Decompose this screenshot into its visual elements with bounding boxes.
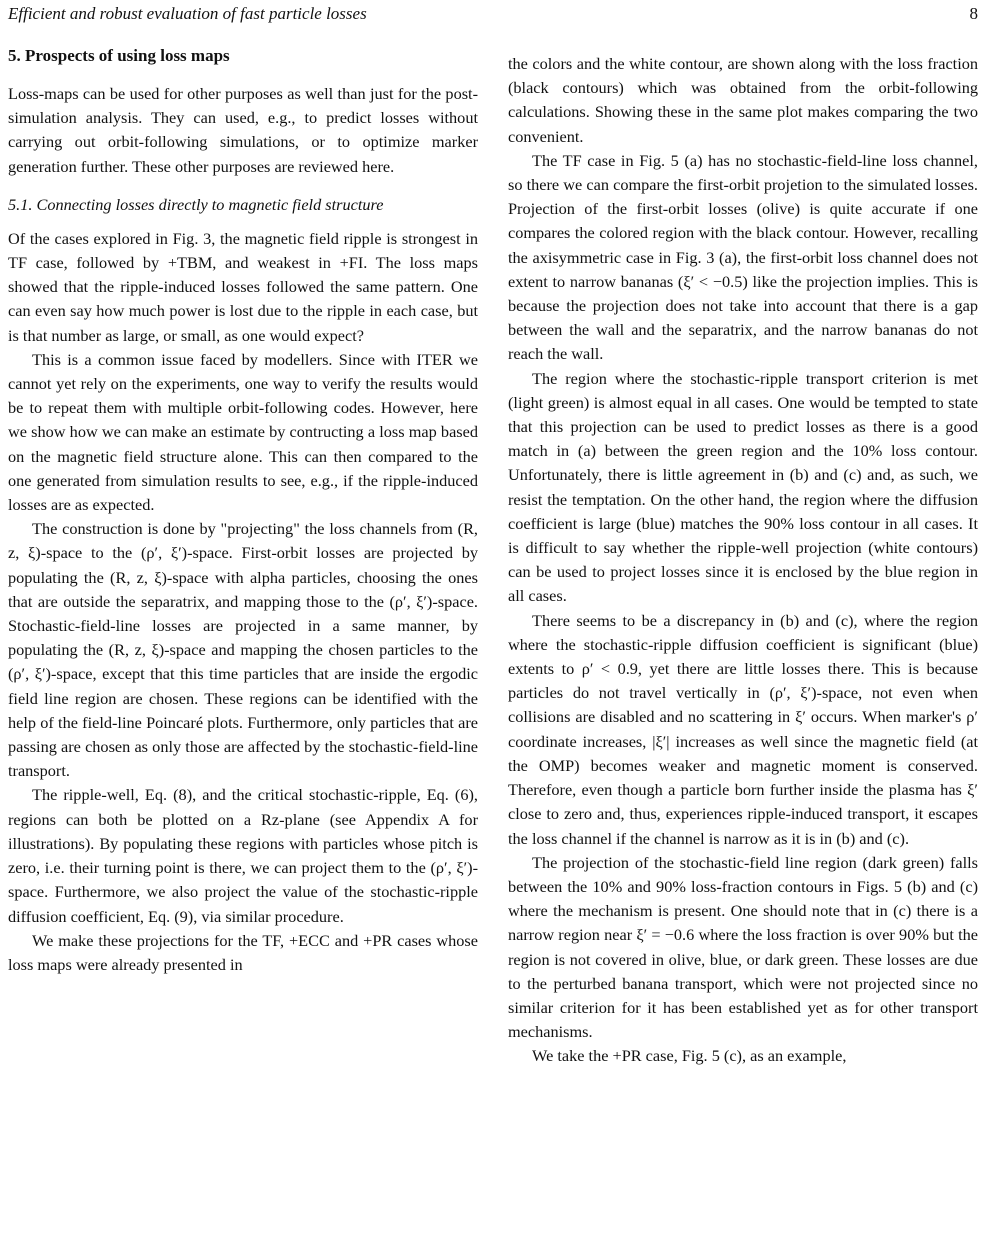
page-number: 8 [969, 4, 978, 23]
section-title: 5. Prospects of using loss maps [8, 46, 230, 65]
paragraph: The ripple-well, Eq. (8), and the critical stochastic-ripple, Eq. (6), regions can both be plotted on a Rz-plane (see Appendix A for illustrations). By populating these regions with particles whose pitch is zero, i.e. their turning point is there, we can project them to the (ρ′, ξ′)-space. Furthermore, we also project the value of the stochastic-ripple diffusion coefficient, Eq. (9), via similar procedure. [8, 785, 478, 926]
paragraph: Of the cases explored in Fig. 3, the magnetic field ripple is strongest in TF case, followed by +TBM, and weakest in +FI. The loss maps showed that the ripple-induced losses followed the same pattern. One can even say how much power is lost due to the ripple in each case, but is that number as large, or small, as one would expect? [8, 228, 478, 345]
paragraph: the colors and the white contour, are shown along with the loss fraction (black contours) which was obtained from the orbit-following calculations. Showing these in the same plot makes comparing the two convenient. [508, 54, 978, 146]
left-column [8, 44, 478, 977]
subsection-title: 5.1. Connecting losses directly to magnetic field structure [8, 194, 384, 214]
paragraph: We take the +PR case, Fig. 5 (c), as an example, [532, 1046, 847, 1066]
paragraph: The projection of the stochastic-field line region (dark green) falls between the 10% and 90% loss-fraction contours in Figs. 5 (b) and (c) where the mechanism is present. One should note that in (c) there is a narrow region near ξ′ = −0.6 where the loss fraction is over 90% but the region is not covered in olive, blue, or dark green. These losses are due to the perturbed banana transport, which were not projected since no similar criterion for it has been established yet as for other transport mechanisms. [508, 852, 978, 1042]
right-column [508, 52, 978, 1069]
paragraph: The TF case in Fig. 5 (a) has no stochastic-field-line loss channel, so there we can compare the first-orbit projetion to the simulated losses. Projection of the first-orbit losses (olive) is quite accurate if one compares the colored region with the black contour. However, recalling the axisymmetric case in Fig. 3 (a), the first-orbit loss channel does not extent to narrow bananas (ξ′ < −0.5) like the projection implies. This is because the projection does not take into account that there is a gap between the wall and the separatrix, and the narrow bananas do not reach the wall. [508, 150, 978, 364]
paragraph: We make these projections for the TF, +ECC and +PR cases whose loss maps were already presented in [8, 930, 478, 974]
paragraph: The region where the stochastic-ripple transport criterion is met (light green) is almost equal in all cases. One would be tempted to state that this projection can be used to predict losses as there is a good match in (a) between the green region and the 10% loss contour. Unfortunately, there is little agreement in (b) and (c) and, as such, we resist the temptation. On the other hand, the region where the diffusion coefficient is large (blue) matches the 90% loss contour in all cases. It is difficult to say whether the ripple-well projection (white contours) can be used to project losses since it is enclosed by the blue region in all cases. [508, 368, 978, 606]
paragraph: There seems to be a discrepancy in (b) and (c), where the region where the stochastic-ripple diffusion coefficient is significant (blue) extents to ρ′ < 0.9, yet there are little losses there. This is because particles do not travel vertically in (ρ′, ξ′)-space, not even when collisions are disabled and no scattering in ξ′ occurs. When marker's ρ′ coordinate increases, |ξ′| increases as well since the magnetic field (at the OMP) becomes weaker and magnetic moment is conserved. Therefore, even though a particle born further inside the plasma has ξ′ close to zero and, thus, experiences ripple-induced transport, it escapes the loss channel if the channel is narrow as it is in (b) and (c). [508, 610, 978, 848]
running-header [8, 4, 978, 26]
running-title: Efficient and robust evaluation of fast particle losses [8, 4, 367, 23]
paragraph: Loss-maps can be used for other purposes as well than just for the post-simulation analysis. They can used, e.g., to predict losses without carrying out orbit-following simulations, or to optimize marker generation further. These other purposes are reviewed here. [8, 84, 478, 176]
paragraph: The construction is done by "projecting" the loss channels from (R, z, ξ)-space to the (ρ′, ξ′)-space. First-orbit losses are projected by populating the (R, z, ξ)-space with alpha particles, choosing the ones that are outside the separatrix, and mapping those to the (ρ′, ξ′)-space. Stochastic-field-line losses are projected in a same manner, by populating the (R, z, ξ)-space and mapping the chosen particles to the (ρ′, ξ′)-space, except that this time particles that are inside the ergodic field line region are chosen. These regions can be identified with the help of the field-line Poincaré plots. Furthermore, only particles that are passing are chosen as only those are affected by the stochastic-field-line transport. [8, 519, 478, 781]
paragraph: This is a common issue faced by modellers. Since with ITER we cannot yet rely on the experiments, one way to verify the results would be to repeat them with multiple orbit-following codes. However, here we show how we can make an estimate by contructing a loss map based on the magnetic field structure alone. This can then compared to the one generated from simulation results to see, e.g., if the ripple-induced losses are as expected. [8, 349, 478, 515]
